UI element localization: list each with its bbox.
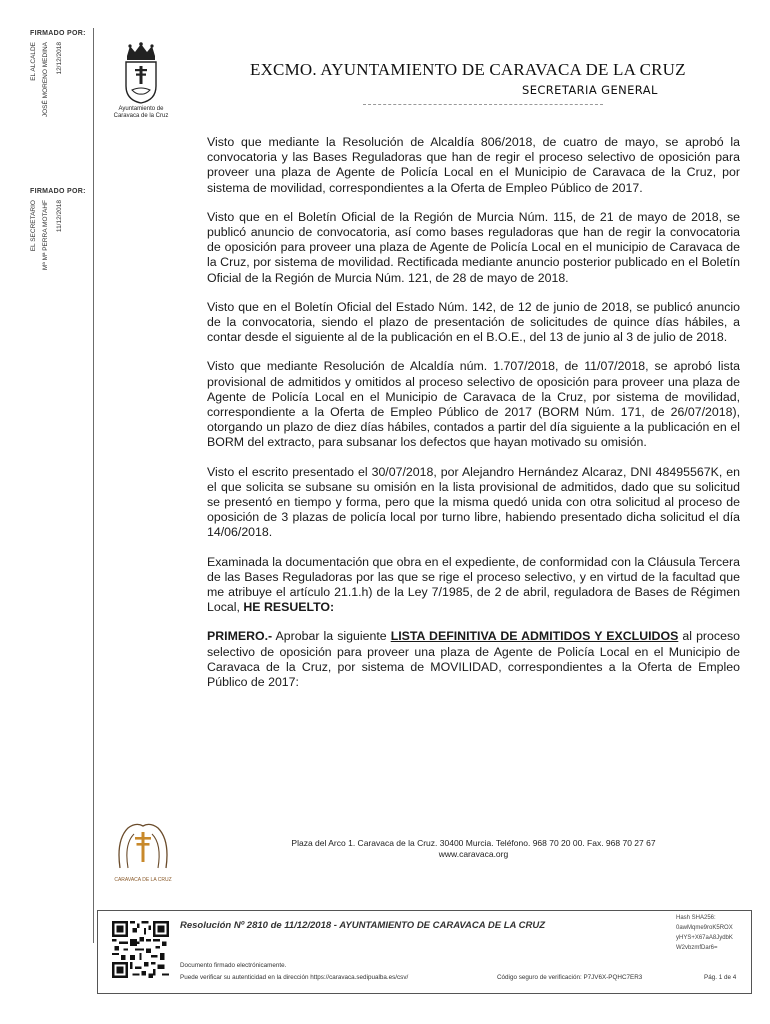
paragraph-5: Visto el escrito presentado el 30/07/2018, por Alejandro Hernández Alcaraz, DNI 48495567K, en el que solicita se subsane su omisión en la lista provisional de admitidos, dado que su solicitud se presentó en tiempo y forma, pero que la misma quedó unida con otra solicitud al proceso de oposición de 3 plazas de policía local por turno libre, habiendo presentado dicha solicitud el día 14/06/2018. [207, 464, 740, 540]
header-divider [363, 104, 603, 105]
page-title: EXCMO. AYUNTAMIENTO DE CARAVACA DE LA CRUZ [250, 60, 686, 79]
signature-1-role: EL ALCALDE [30, 42, 37, 81]
signature-1-name: JOSÉ MORENO MEDINA [42, 42, 49, 118]
hash-line-2: yHYS+X67aA8JydbK [676, 935, 733, 941]
crest-icon [121, 42, 161, 104]
margin-rule [93, 28, 94, 943]
list-title: LISTA DEFINITIVA DE ADMITIDOS Y EXCLUIDOS [390, 629, 679, 644]
paragraph-3: Visto que en el Boletín Oficial del Estado Núm. 142, de 12 de junio de 2018, se publicó anuncio de la convocatoria, siendo el plazo de presentación de solicitudes de quince días hábiles, a contar desde el siguiente al de la publicación en el B.O.E., del 13 de junio al 3 de julio de 2018. [207, 299, 740, 345]
signature-2-role: EL SECRETARIO [30, 200, 37, 252]
document-body [207, 135, 740, 690]
resolution-number: Resolución Nº 2810 de 11/12/2018 - AYUNTAMIENTO DE CARAVACA DE LA CRUZ [180, 920, 546, 931]
footer-logo [110, 820, 176, 883]
signature-2-date: 11/12/2018 [56, 200, 63, 233]
signature-1-date: 12/12/2018 [56, 42, 63, 75]
caravaca-cross-logo-icon [110, 820, 176, 870]
hash-line-1: 0awMqme9roK5ROX [676, 925, 733, 931]
paragraph-1: Visto que mediante la Resolución de Alcaldía 806/2018, de cuatro de mayo, se aprobó la convocatoria y las Bases Reguladoras que han de regir el proceso selectivo de oposición para proveer una plaza de Agente de Policía Local en el Municipio de Caravaca de la Cruz, por sistema de movilidad, correspondientes a la Oferta de Empleo Público de 2017. [207, 135, 740, 195]
footer-address [207, 838, 740, 860]
page-subtitle: SECRETARIA GENERAL [522, 83, 658, 97]
qr-code-icon [112, 921, 169, 978]
address-line: Plaza del Arco 1. Caravaca de la Cruz. 30400 Murcia. Teléfono. 968 70 20 00. Fax. 968 70 27 67 [291, 838, 656, 848]
municipal-crest [110, 42, 172, 120]
page-number: Pág. 1 de 4 [704, 974, 737, 981]
crest-caption-1: Ayuntamiento de [118, 106, 164, 112]
paragraph-7-text-a: Aprobar la siguiente [272, 629, 391, 644]
crest-caption-2: Caravaca de la Cruz [113, 113, 169, 119]
paragraph-6 [207, 555, 740, 616]
verification-code: Código seguro de verificación: P7JV6X-PQHC7ER3 [497, 974, 643, 981]
signature-1-label: FIRMADO POR: [30, 30, 86, 37]
paragraph-7-text-b: al proceso selectivo de oposición para proveer una plaza de Agente de Policía Local en el Municipio de Caravaca de la Cruz, por sistema de MOVILIDAD, correspondientes a la Oferta de Empleo Público de 2017: [207, 629, 740, 690]
primero-label: PRIMERO.- [207, 629, 273, 644]
paragraph-2: Visto que en el Boletín Oficial de la Región de Murcia Núm. 115, de 21 de mayo de 2018, se publicó anuncio de convocatoria, así como bases reguladoras que han de regir la convocatoria de oposición para proveer una plaza de Agente de Policía Local en el municipio de Caravaca de la Cruz, por sistema de movilidad. Rectificada mediante anuncio posterior publicado en el Boletín Oficial de la Región de Murcia Núm. 121, de 28 de mayo de 2018. [207, 209, 740, 285]
hash-line-3: W2vbzmfDar6= [676, 945, 718, 951]
resolution-heading: HE RESUELTO: [243, 600, 335, 615]
website-link[interactable]: www.caravaca.org [438, 849, 509, 859]
signed-notice: Documento firmado electrónicamente. [180, 962, 287, 969]
hash-block [676, 913, 733, 953]
paragraph-7 [207, 629, 740, 690]
paragraph-6-text: Examinada la documentación que obra en el expediente, de conformidad con la Cláusula Tercera de las Bases Reguladoras por las que se rige el proceso selectivo, y en virtud de la facultad que me atribuye el artículo 21.1.h) de la Ley 7/1985, de 2 de abril, reguladora de Bases de Régimen Local, [207, 554, 740, 615]
footer-logo-caption: CARAVACA DE LA CRUZ [114, 877, 172, 883]
paragraph-4: Visto que mediante Resolución de Alcaldía núm. 1.707/2018, de 11/07/2018, se aprobó lista provisional de admitidos y omitidos al proceso selectivo de oposición para proveer una plaza de Agente de Policía Local en el Municipio de Caravaca de la Cruz, por sistema de movilidad, correspondiente a la Oferta de Empleo Público de 2017 (BORM Núm. 171, de 26/07/2018), otorgando un plazo de diez días hábiles, contados a partir del día siguiente a la publicación en el BORM del extracto, para subsanar los defectos que hayan motivado su omisión. [207, 359, 740, 450]
verify-url[interactable]: Puede verificar su autenticidad en la dirección https://caravaca.sedipualba.es/csv/ [180, 974, 409, 981]
signature-2-label: FIRMADO POR: [30, 188, 86, 195]
signature-2-name: Mª Mª PERRA MOTAHF [42, 200, 49, 271]
hash-label: Hash SHA256: [676, 915, 716, 921]
